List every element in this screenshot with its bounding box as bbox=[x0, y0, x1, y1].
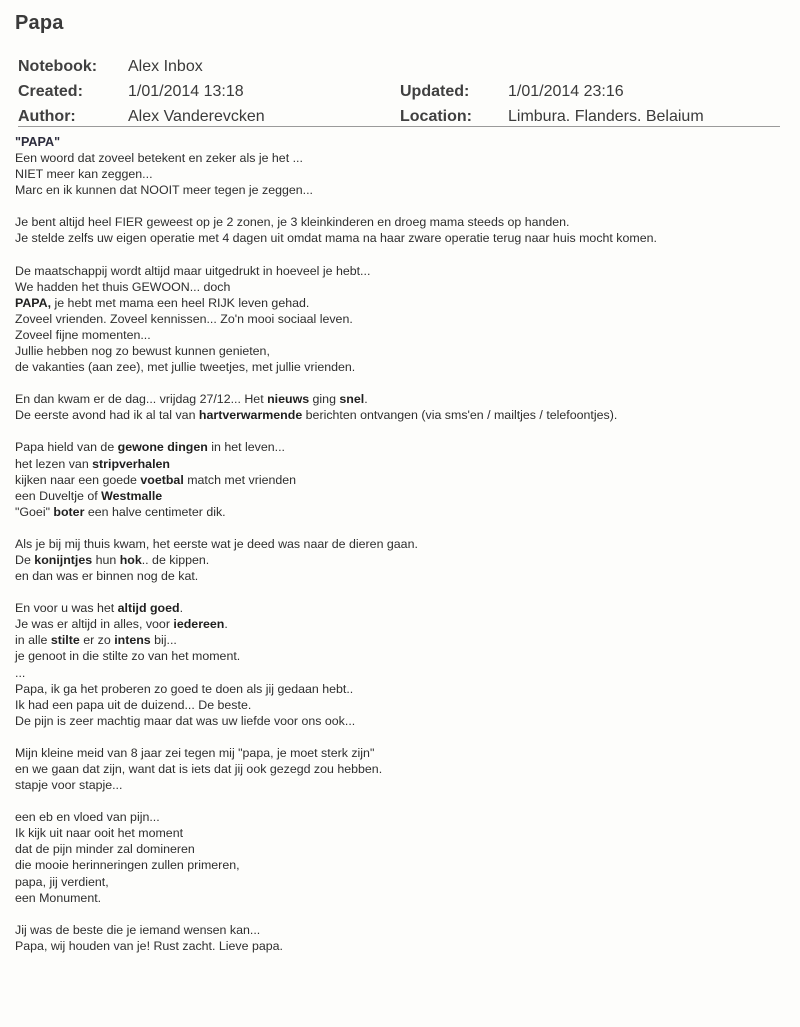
note-paragraph bbox=[15, 391, 785, 423]
note-line bbox=[15, 150, 785, 166]
paragraph-spacer bbox=[15, 423, 785, 439]
paragraph-spacer bbox=[15, 247, 785, 263]
text-run: het lezen van bbox=[15, 456, 93, 471]
text-run: Papa hield van de bbox=[15, 440, 118, 455]
note-line bbox=[15, 391, 785, 407]
text-run: Mijn kleine meid van 8 jaar zei tegen mij "papa, je moet sterk zijn" bbox=[15, 745, 375, 760]
note-line bbox=[15, 632, 785, 648]
note-line bbox=[15, 359, 785, 375]
text-run: er zo bbox=[79, 633, 115, 648]
note-line bbox=[15, 713, 785, 729]
bold-text: nieuws bbox=[267, 392, 310, 407]
text-run: Een woord dat zoveel betekent en zeker als je het ... bbox=[15, 151, 303, 166]
note-paragraph bbox=[15, 150, 785, 198]
text-run: Als je bij mij thuis kwam, het eerste wat je deed was naar de dieren gaan. bbox=[15, 536, 418, 551]
text-run: Marc en ik kunnen dat NOOIT meer tegen je zeggen... bbox=[15, 183, 313, 198]
note-line bbox=[15, 697, 785, 713]
text-run: Je stelde zelfs uw eigen operatie met 4 dagen uit omdat mama na haar zware operatie terug naar huis mocht komen. bbox=[15, 231, 657, 246]
bold-text: intens bbox=[114, 633, 151, 648]
bold-text: konijntjes bbox=[34, 552, 93, 567]
bold-text: altijd goed bbox=[117, 601, 180, 616]
text-run: Zoveel vrienden. Zoveel kennissen... Zo'n mooi sociaal leven. bbox=[15, 311, 353, 326]
text-run: dat de pijn minder zal domineren bbox=[15, 842, 195, 857]
text-run: en we gaan dat zijn, want dat is iets dat jij ook gezegd zou hebben. bbox=[15, 762, 383, 776]
notebook-value: Alex Inbox bbox=[128, 58, 203, 75]
text-run: Je bent altijd heel FIER geweest op je 2 zonen, je 3 kleinkinderen en droeg mama steeds op handen. bbox=[15, 215, 570, 230]
text-run: bij... bbox=[150, 633, 177, 648]
text-run: De eerste avond had ik al tal van bbox=[15, 408, 199, 423]
bold-text: boter bbox=[53, 504, 85, 519]
note-line bbox=[15, 777, 785, 793]
text-run: . bbox=[179, 601, 184, 616]
text-run: ... bbox=[15, 665, 26, 680]
text-run: berichten ontvangen (via sms'en / mailtjes / telefoontjes). bbox=[302, 408, 618, 423]
text-run: En dan kwam er de dag... vrijdag 27/12... Het bbox=[15, 392, 268, 407]
note-line bbox=[15, 681, 785, 697]
note-line bbox=[15, 665, 785, 681]
note-paragraph bbox=[15, 600, 785, 729]
created-value: 1/01/2014 13:18 bbox=[128, 83, 244, 100]
note-line bbox=[15, 536, 785, 552]
note-line bbox=[15, 745, 785, 761]
text-run: . bbox=[224, 617, 228, 632]
note-line bbox=[15, 456, 785, 472]
text-run: We hadden het thuis GEWOON... doch bbox=[15, 279, 231, 294]
note-line bbox=[15, 552, 785, 568]
note-line bbox=[15, 922, 785, 938]
bold-text: voetbal bbox=[140, 472, 184, 487]
text-run: Ik kijk uit naar ooit het moment bbox=[15, 826, 184, 841]
note-paragraph bbox=[15, 536, 785, 584]
note-line bbox=[15, 809, 785, 825]
note-line bbox=[15, 504, 785, 520]
note-line bbox=[15, 600, 785, 616]
text-run: je genoot in die stilte zo van het moment. bbox=[15, 649, 241, 664]
paragraph-spacer bbox=[15, 520, 785, 536]
text-run: kijken naar een goede bbox=[15, 472, 141, 487]
note-line bbox=[15, 841, 785, 857]
note-line bbox=[15, 263, 785, 279]
text-run: Zoveel fijne momenten... bbox=[15, 327, 151, 342]
note-line bbox=[15, 311, 785, 327]
bold-text: snel bbox=[339, 392, 365, 407]
text-run: in het leven... bbox=[207, 440, 285, 455]
text-run: .. de kippen. bbox=[141, 552, 210, 567]
text-run: Ik had een papa uit de duizend... De beste. bbox=[15, 697, 252, 712]
updated-value: 1/01/2014 23:16 bbox=[508, 83, 624, 100]
text-run: een eb en vloed van pijn... bbox=[15, 810, 160, 825]
note-line bbox=[15, 857, 785, 873]
note-paragraph bbox=[15, 745, 785, 793]
text-run: "Goei" bbox=[15, 504, 54, 519]
note-paragraph bbox=[15, 263, 785, 376]
paragraph-spacer bbox=[15, 793, 785, 809]
note-line bbox=[15, 230, 785, 246]
paragraph-spacer bbox=[15, 729, 785, 745]
text-run: je hebt met mama een heel RIJK leven gehad. bbox=[51, 295, 310, 310]
note-title: Papa bbox=[15, 12, 64, 34]
note-line bbox=[15, 439, 785, 455]
text-run: een halve centimeter dik. bbox=[84, 504, 226, 519]
note-line bbox=[15, 182, 785, 198]
bold-text: hok bbox=[119, 552, 142, 567]
text-run: De maatschappij wordt altijd maar uitgedrukt in hoeveel je hebt... bbox=[15, 263, 371, 278]
text-run: de vakanties (aan zee), met jullie tweetjes, met jullie vrienden. bbox=[15, 360, 356, 375]
location-value: Limbura. Flanders. Belaium bbox=[508, 108, 704, 125]
note-line bbox=[15, 472, 785, 488]
note-paragraph bbox=[15, 214, 785, 246]
note-line bbox=[15, 616, 785, 632]
text-run: Jij was de beste die je iemand wensen kan... bbox=[15, 922, 261, 937]
text-run: een Monument. bbox=[15, 890, 102, 905]
text-run: hun bbox=[92, 552, 120, 567]
note-line bbox=[15, 874, 785, 890]
text-run: papa, jij verdient, bbox=[15, 874, 109, 889]
created-label: Created: bbox=[18, 83, 83, 100]
text-run: De bbox=[15, 552, 35, 567]
note-paragraph bbox=[15, 922, 785, 954]
bold-text: Westmalle bbox=[101, 488, 163, 503]
note-line bbox=[15, 279, 785, 295]
note-line bbox=[15, 407, 785, 423]
note-line bbox=[15, 648, 785, 664]
note-line bbox=[15, 938, 785, 954]
paragraph-spacer bbox=[15, 198, 785, 214]
text-run: . bbox=[364, 392, 368, 407]
note-line bbox=[15, 761, 785, 777]
author-value: Alex Vanderevcken bbox=[128, 108, 265, 125]
note-line bbox=[15, 295, 785, 311]
note-line bbox=[15, 166, 785, 182]
text-run: Je was er altijd in alles, voor bbox=[15, 617, 174, 632]
text-run: ging bbox=[309, 392, 340, 407]
bold-text: PAPA, bbox=[15, 295, 52, 310]
location-label: Location: bbox=[400, 108, 472, 125]
bold-text: stripverhalen bbox=[92, 456, 170, 471]
paragraph-spacer bbox=[15, 584, 785, 600]
bold-text: stilte bbox=[50, 633, 80, 648]
note-line bbox=[15, 327, 785, 343]
text-run: De pijn is zeer machtig maar dat was uw liefde voor ons ook... bbox=[15, 713, 356, 728]
note-line bbox=[15, 890, 785, 906]
note-line bbox=[15, 488, 785, 504]
bold-text: gewone dingen bbox=[117, 440, 208, 455]
note-line bbox=[15, 825, 785, 841]
text-run: En voor u was het bbox=[15, 601, 118, 616]
text-run: stapje voor stapje... bbox=[15, 778, 123, 793]
text-run: in alle bbox=[15, 633, 51, 648]
text-run: die mooie herinneringen zullen primeren, bbox=[15, 858, 240, 873]
text-run: Papa, wij houden van je! Rust zacht. Lieve papa. bbox=[15, 938, 283, 953]
paragraph-spacer bbox=[15, 906, 785, 922]
updated-label: Updated: bbox=[400, 83, 470, 100]
metadata-divider bbox=[18, 126, 780, 127]
text-run: een Duveltje of bbox=[15, 488, 102, 503]
paragraph-spacer bbox=[15, 375, 785, 391]
text-run: NIET meer kan zeggen... bbox=[15, 167, 153, 182]
author-label: Author: bbox=[18, 108, 76, 125]
notebook-label: Notebook: bbox=[18, 58, 98, 75]
text-run: match met vrienden bbox=[183, 472, 297, 487]
bold-text: hartverwarmende bbox=[198, 408, 303, 423]
text-run: Papa, ik ga het proberen zo goed te doen als jij gedaan hebt.. bbox=[15, 681, 354, 696]
text-run: en dan was er binnen nog de kat. bbox=[15, 569, 199, 584]
note-paragraph bbox=[15, 809, 785, 906]
note-line bbox=[15, 343, 785, 359]
text-run: Jullie hebben nog zo bewust kunnen genieten, bbox=[15, 344, 270, 359]
note-line bbox=[15, 568, 785, 584]
note-heading: "PAPA" bbox=[15, 135, 61, 149]
note-body bbox=[15, 134, 785, 954]
bold-text: iedereen bbox=[173, 617, 225, 632]
note-line bbox=[15, 214, 785, 230]
note-paragraph bbox=[15, 439, 785, 519]
